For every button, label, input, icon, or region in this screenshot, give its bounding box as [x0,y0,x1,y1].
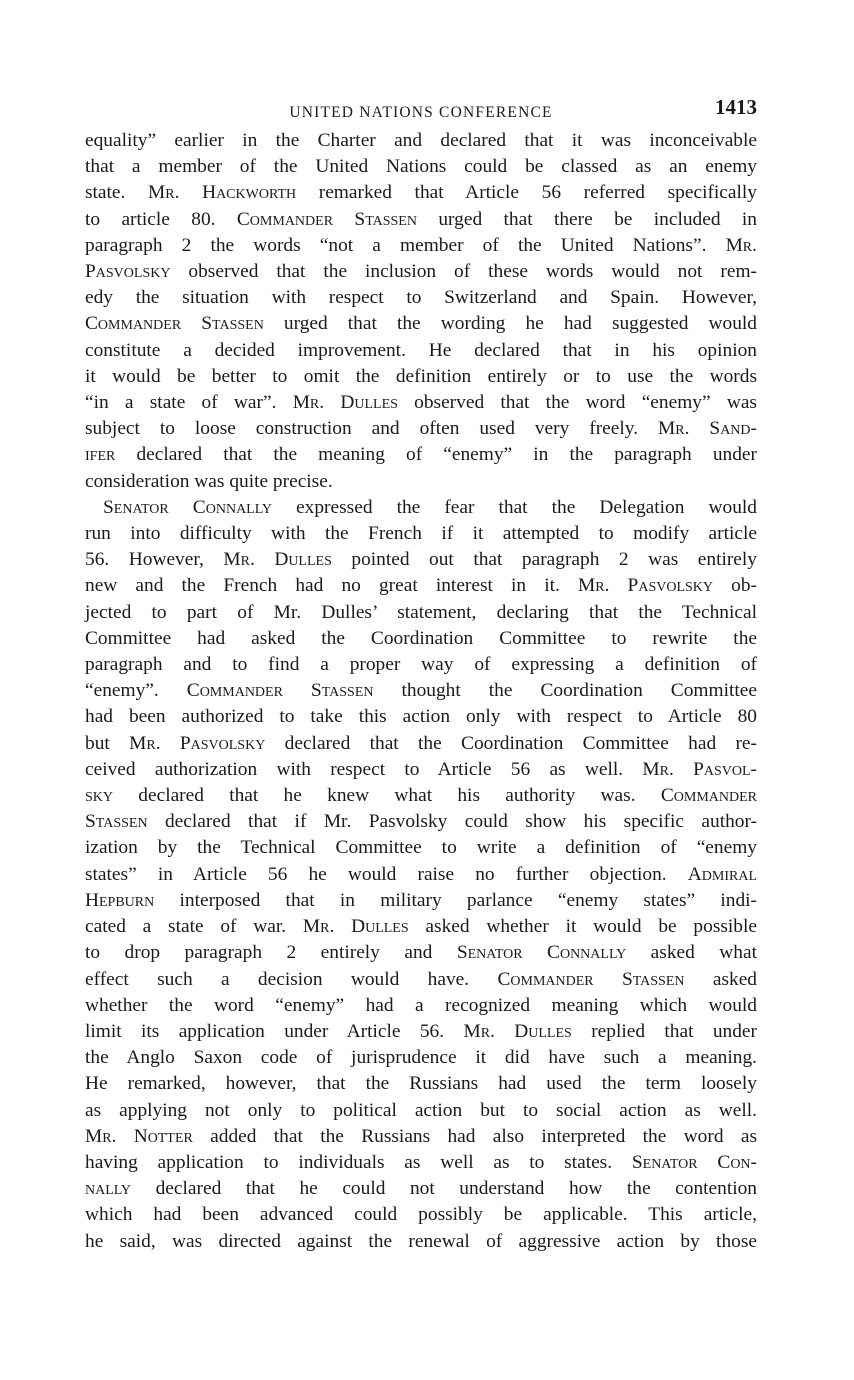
text-line [85,1150,757,1176]
text-run: paragraph and to find a proper way of expressing a definition of [85,654,757,676]
text-run: ceived authorization with respect to Article 56 as well. [85,758,643,780]
speaker-name: Mr. Dulles [292,392,398,414]
page-number: 1413 [715,95,757,119]
text-run: the Anglo Saxon code of jurisprudence it did have such a meaning. [85,1047,757,1069]
text-line [85,128,757,154]
speaker-name: Pasvolsky [85,261,171,283]
text-run: replied that under [571,1020,757,1042]
text-line [85,1176,757,1202]
text-run: asked what [626,942,757,964]
speaker-name: Commander Stassen [186,680,374,702]
text-run: ob- [713,575,757,597]
text-line [85,207,757,233]
speaker-name: ifer [85,444,116,466]
text-line [85,1071,757,1097]
speaker-name: Admiral [687,863,757,885]
text-run: “in a state of war”. [85,392,293,414]
text-line [85,285,757,311]
text-line [85,862,757,888]
text-run: added that the Russians had also interpreted the word as [192,1125,757,1147]
text-run: interposed that in military parlance “enemy states” indi- [154,889,757,911]
document-page [85,94,757,1255]
speaker-name: Mr. [725,234,757,256]
speaker-name: Mr. Pasvolsky [578,575,714,597]
text-line [85,967,757,993]
text-line [85,1098,757,1124]
text-line [85,1229,757,1255]
text-run: constitute a decided improvement. He declared that in his opinion [85,339,757,361]
text-run: ization by the Technical Committee to write a definition of “enemy [85,837,757,859]
text-run: he said, was directed against the renewal of aggressive action by those [85,1230,757,1252]
body-text [85,128,757,1255]
speaker-name: Commander [660,785,757,807]
text-line [85,809,757,835]
text-run: urged that there be included in [416,208,757,230]
speaker-name: Mr. Pasvol- [642,758,758,780]
text-run: that a member of the United Nations could be classed as an enemy [85,156,757,178]
text-run: jected to part of Mr. Dulles’ statement, declaring that the Technical [85,601,757,623]
text-run: pointed out that paragraph 2 was entirely [331,549,757,571]
text-run: new and the French had no great interest in it. [85,575,578,597]
text-line [85,731,757,757]
text-run: declared that the Coordination Committee had re- [265,732,757,754]
text-run: to drop paragraph 2 entirely and [85,942,457,964]
text-line [85,259,757,285]
text-run: effect such a decision would have. [85,968,498,990]
text-run: as applying not only to political action but to social action as well. [85,1099,757,1121]
text-line [85,180,757,206]
running-header [85,94,757,124]
text-run: state. [85,182,149,204]
paragraph [85,128,757,495]
text-run: expressed the fear that the Delegation would [272,496,757,518]
text-run: thought the Coordination Committee [373,680,757,702]
paragraph [85,495,757,1255]
text-line [85,678,757,704]
text-line [85,495,757,521]
text-run: states” in Article 56 he would raise no further objection. [85,863,688,885]
speaker-name: Senator Con- [631,1151,757,1173]
text-line [85,521,757,547]
text-run: “enemy”. [85,680,187,702]
text-line [85,1045,757,1071]
text-line [85,626,757,652]
speaker-name: Senator Connally [103,496,272,518]
text-run: declared that if Mr. Pasvolsky could show his specific author- [147,811,757,833]
text-run: urged that the wording he had suggested would [263,313,757,335]
text-run: had been authorized to take this action only with respect to Article 80 [85,706,757,728]
speaker-name: Commander Stassen [497,968,685,990]
text-line [85,783,757,809]
text-run: asked [684,968,757,990]
text-line [85,469,757,495]
text-line [85,416,757,442]
speaker-name: nally [85,1178,132,1200]
text-line [85,600,757,626]
speaker-name: sky [85,785,114,807]
text-line [85,154,757,180]
text-line [85,652,757,678]
text-run: declared that the meaning of “enemy” in the paragraph under [115,444,757,466]
text-line [85,1202,757,1228]
text-run: but [85,732,130,754]
speaker-name: Mr. Hackworth [148,182,297,204]
text-run: whether the word “enemy” had a recognized meaning which would [85,994,757,1016]
text-run: subject to loose construction and often used very freely. [85,418,659,440]
text-run: equality” earlier in the Charter and declared that it was inconceivable [85,130,757,151]
text-line [85,914,757,940]
text-run: paragraph 2 the words “not a member of the United Nations”. [85,234,726,256]
text-run: asked whether it would be possible [408,916,757,938]
text-run: it would be better to omit the definition entirely or to use the words [85,365,757,387]
text-run: to article 80. [85,208,237,230]
speaker-name: Hepburn [85,889,155,911]
speaker-name: Mr. Notter [85,1125,193,1147]
text-run: declared that he could not understand how the contention [131,1178,757,1200]
text-run: limit its application under Article 56. [85,1020,464,1042]
text-line [85,888,757,914]
text-line [85,573,757,599]
text-run: which had been advanced could possibly be applicable. This article, [85,1204,757,1226]
text-run: He remarked, however, that the Russians had used the term loosely [85,1073,757,1095]
text-run: declared that he knew what his authority was. [113,785,661,807]
text-run: observed that the word “enemy” was [397,392,757,414]
text-line [85,1019,757,1045]
running-title: UNITED NATIONS CONFERENCE [289,104,553,121]
text-line [85,547,757,573]
text-run: having application to individuals as well as to states. [85,1151,632,1173]
speaker-name: Commander Stassen [85,313,264,335]
speaker-name: Mr. Pasvolsky [129,732,266,754]
speaker-name: Commander Stassen [236,208,417,230]
text-line [85,940,757,966]
speaker-name: Senator Connally [456,942,627,964]
text-run: 56. However, [85,549,224,571]
text-run: Committee had asked the Coordination Committee to rewrite the [85,627,757,649]
text-line [85,1124,757,1150]
text-line [85,233,757,259]
text-line [85,757,757,783]
text-run: consideration was quite precise. [85,470,333,492]
text-line [85,390,757,416]
text-run: remarked that Article 56 referred specifically [296,182,757,204]
text-line [85,993,757,1019]
text-line [85,364,757,390]
text-line [85,704,757,730]
text-run: edy the situation with respect to Switzerland and Spain. However, [85,287,757,309]
speaker-name: Mr. Sand- [658,418,757,440]
text-line [85,311,757,337]
text-run: cated a state of war. [85,916,303,938]
speaker-name: Mr. Dulles [223,549,332,571]
speaker-name: Mr. Dulles [463,1020,572,1042]
speaker-name: Mr. Dulles [302,916,409,938]
speaker-name: Stassen [85,811,148,833]
text-run: run into difficulty with the French if it attempted to modify article [85,523,757,545]
text-line [85,835,757,861]
text-line [85,338,757,364]
text-run: observed that the inclusion of these words would not rem- [170,261,757,283]
text-line [85,442,757,468]
